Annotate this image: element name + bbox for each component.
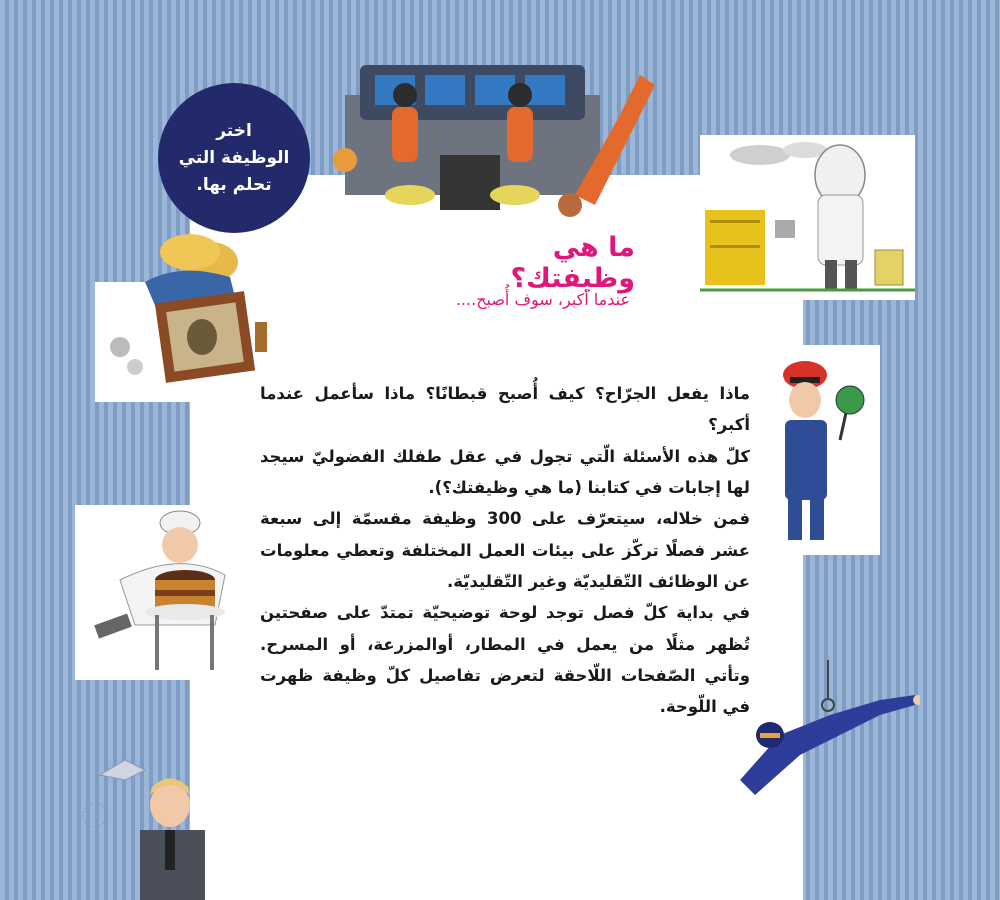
- pilot-illustration: [70, 735, 210, 900]
- acrobat-illustration: [720, 660, 920, 810]
- station-master-illustration: [760, 345, 880, 555]
- body-text: [260, 378, 750, 723]
- page-subtitle: عندما أكبر، سوف أُصبح....: [455, 290, 630, 309]
- astronauts-illustration: [330, 55, 660, 220]
- pastry-chef-illustration: [75, 505, 255, 680]
- beekeeper-illustration: [700, 135, 915, 300]
- paragraph-3: فمن خلاله، سيتعرّف على 300 وظيفة مقسمّة إلى سبعة عشر فصلًا تركّز على بيئات العمل المختلفة وتعطي معلومات عن الوظائف التّقليديّة وغير التّقليديّة.: [260, 509, 750, 592]
- paragraph-2: كلّ هذه الأسئلة الّتي تجول في عقل طفلك الفضوليّ سيجد لها إجابات في كتابنا (ما هي وظيفتك؟).: [260, 446, 750, 498]
- badge-line-2: الوظيفة التي: [178, 147, 290, 168]
- paragraph-1: ماذا يفعل الجرّاح؟ كيف أُصبح قبطانًا؟ ماذا سأعمل عندما أكبر؟: [260, 384, 750, 435]
- intro-badge: [158, 83, 310, 233]
- badge-line-3: تحلم بها.: [196, 174, 272, 195]
- badge-line-1: اختر: [216, 120, 252, 141]
- paragraph-4: في بداية كلّ فصل توجد لوحة توضيحيّة تمتدّ على صفحتين تُظهر مثلًا من يعمل في المطار، أوالمزرعة، أو المسرح. وتأتي الصّفحات اللّاحقة لتعرض تفاصيل كلّ وظيفة ظهرت في اللّوحة.: [260, 603, 750, 717]
- page-title: ما هي وظيفتك؟: [510, 232, 635, 294]
